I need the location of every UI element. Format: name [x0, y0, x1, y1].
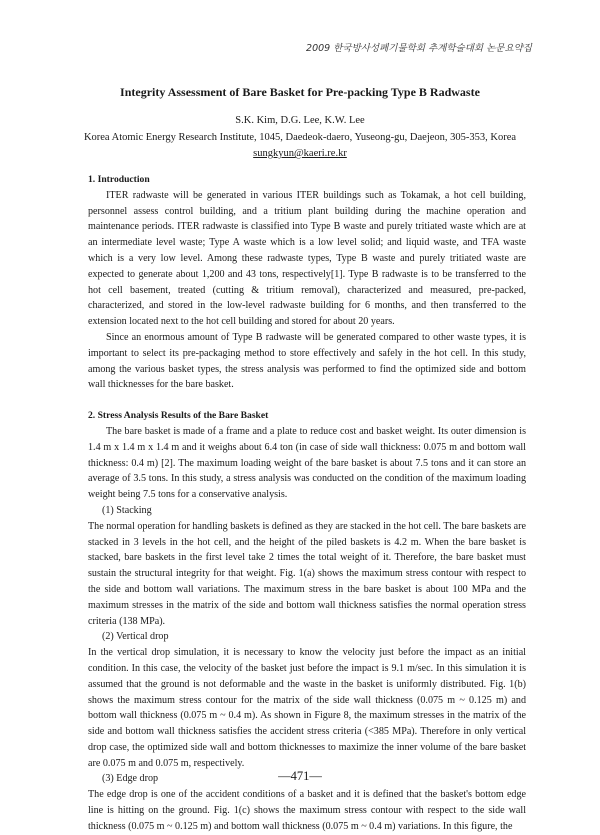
page-number: —471— — [278, 769, 322, 783]
intro-paragraph-2: Since an enormous amount of Type B radwaste will be generated compared to other waste types, it is important to select its pre-packaging method to store effectively and safely in the hot cell. In this study, among the various basket types, the stress analysis was performed to find the optimized side and bottom wall thicknesses for the bare basket. — [88, 331, 526, 391]
paper-title: Integrity Assessment of Bare Basket for Pre-packing Type B Radwaste — [120, 85, 480, 99]
subsection-heading-stacking: (1) Stacking — [102, 504, 152, 516]
stacking-paragraph: The normal operation for handling baskets is defined as they are stacked in the hot cell. The bare baskets are stacked in 3 levels in the hot cell, and the height of the piled baskets is 4.2 m. When the bare basket is stacked, bare baskets in the first level take 2 times the total weight of it. Therefore, the bare basket must sustain the structural integrity for that weight. Fig. 1(a) shows the maximum stress contour with respect to the side and bottom wall variations. The maximum stress in the bare basket is about 100 MPa and the maximum stresses in the matrix of the side and bottom wall thickness satisfies the normal operation stress criteria (138 MPa). — [88, 520, 526, 627]
section-heading-introduction: 1. Introduction — [88, 174, 150, 185]
section-gap — [88, 393, 526, 408]
intro-paragraph-1: ITER radwaste will be generated in various ITER buildings such as Tokamak, a hot cell building, personnel assess control building, and a tritium plant building during the machine operation and maintenance periods. ITER radwaste is classified into Type B waste and purely tritiated waste which are at an intermediate level waste; Type A waste which is a low level solid; and liquid waste, and TFA waste which is a very low level. Among these radwaste types, Type B waste and purely tritiated waste are expected to generate about 1,200 and 43 tons, respectively[1]. Type B radwaste is to be transferred to the hot cell basement, treated (cutting & tritium removal), characterized and measured, pre-packed, characterized, and stored in the low-level radwaste building for 6 months, and then transferred to the extension located next to the hot cell building and stored for about 20 years. — [88, 189, 526, 328]
section-heading-stress-analysis: 2. Stress Analysis Results of the Bare Basket — [88, 410, 269, 422]
vertical-drop-paragraph: In the vertical drop simulation, it is necessary to know the velocity just before the impact as an initial condition. In this case, the velocity of the basket just before the impact is 9.1 m/sec. In this simulation it is assumed that the ground is not deformable and the waste in the basket is uniformly distributed. Fig. 1(b) shows the maximum stress contour for the matrix of the side wall thickness (0.075 m ~ 0.125 m) and bottom wall thickness (0.075 m ~ 0.4 m). As shown in Figure 8, the maximum stresses in the matrix of the side and bottom wall thickness satisfies the accident stress criteria (<385 MPa). Therefore in only vertical drop case, the optimized side wall and bottom thicknesses to maximize the inner volume of the bare basket are 0.075 m and 0.075 m, respectively. — [88, 647, 526, 769]
paper-body — [88, 172, 526, 835]
subsection-heading-vertical-drop: (2) Vertical drop — [102, 631, 169, 643]
running-head: 2009 한국방사성폐기물학회 추계학술대회 논문요약집 — [306, 43, 532, 54]
affiliation: Korea Atomic Energy Research Institute, 1045, Daedeok-daero, Yuseong-gu, Daejeon, 305-353, Korea — [83, 132, 517, 143]
author-list: S.K. Kim, D.G. Lee, K.W. Lee — [235, 115, 365, 126]
subsection-heading-edge-drop: (3) Edge drop — [102, 773, 159, 785]
author-email-link[interactable]: sungkyun@kaeri.re.kr — [253, 148, 347, 159]
edge-drop-paragraph: The edge drop is one of the accident conditions of a basket and it is defined that the basket's bottom edge line is hitting on the ground. Fig. 1(c) shows the maximum stress contour with respect to the side wall thickness (0.075 m ~ 0.125 m) and bottom wall thickness (0.075 m ~ 0.4 m) variations. In this figure, the — [88, 789, 526, 832]
stress-paragraph-1: The bare basket is made of a frame and a plate to reduce cost and basket weight. Its outer dimension is 1.4 m x 1.4 m x 1.4 m and it weighs about 6.4 ton (in case of side wall thickness: 0.075 m and bottom wall thickness: 0.4 m) [2]. The maximum loading weight of the bare basket is about 7.5 tons and it can store an average of 3.5 tons. In this study, a stress analysis was conducted on the condition of the maximum loading weight being 7.5 tons for a conservative analysis. — [88, 425, 526, 501]
